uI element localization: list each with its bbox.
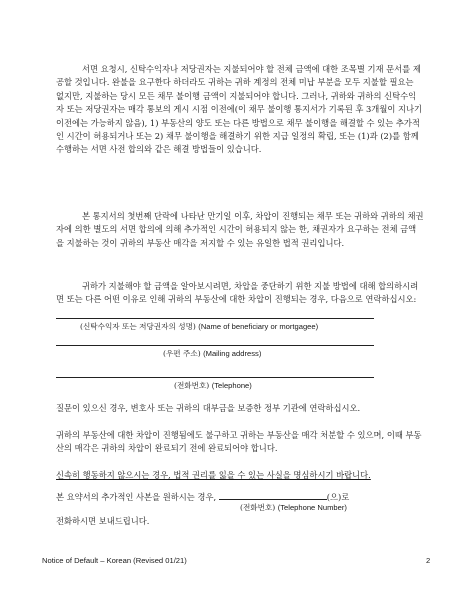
paragraph-contact-instructions: 귀하가 지불해야 할 금액을 알아보시려면, 차압을 중단하기 위한 지불 방법에 대해 합의하시려면 또는 다른 어떤 이유로 인해 귀하의 부동산에 대한 차압이 진행되는 경우, 다음으로 연락하십시오: [56,281,419,305]
notice-act-promptly: 신속히 행동하지 않으시는 경우, 법적 권리를 잃을 수 있는 사실을 명심하시기 바랍니다. [56,470,371,480]
notice-sell-property: 귀하의 부동산에 대한 차압이 진행됨에도 불구하고 귀하는 부동산을 매각 처분할 수 있으며, 이때 부동산의 매각은 귀하의 차압이 완료되기 전에 완료되어야 합니다. [56,430,422,454]
beneficiary-name-line [56,318,374,319]
paragraph-legal-right: 본 통지서의 첫번째 단락에 나타난 만기일 이후, 차압이 진행되는 채무 또는 귀하와 귀하의 채권자에 의한 별도의 서면 합의에 의해 추가적인 시간이 허용되지 않는 한, 채권자가 요구하는 전체 금액을 지불하는 것이 귀하의 부동산 매각을 저지할 수 있는 유일한 법적 권리입니다. [56,211,424,248]
mailing-address-line [56,345,374,346]
closing-line-2: 전화하시면 보내드립니다. [56,516,150,526]
closing-copy-request: 본 요약서의 추가적인 사본을 원하시는 경우, (으)로 [56,492,350,502]
notice-contact-attorney: 질문이 있으신 경우, 변호사 또는 귀하의 대부금을 보증한 정부 기관에 연락하십시오. [56,403,361,413]
telephone-label: (전화번호) (Telephone) [174,381,252,390]
paragraph-itemized-statement: 서면 요청시, 신탁수익자나 저당권자는 지불되어야 할 전체 금액에 대한 조목별 기재 문서를 제공할 것입니다. 완불을 요구한다 하더라도 귀하는 귀하 계정의 전체 미납 부분을 모두 지불할 필요는 없지만, 지불하는 당시 모든 채무 불이행 금액이 지불되어야 합니다. 그러나, 귀하와 귀하의 신탁수익자 또는 저당권자는 매각 통보의 게시 시점 이전에(이 채무 불이행 통지서가 기록된 후 3개월이 지나기 이전에는 가능하지 않음), 1) 부동산의 양도 또는 다른 방법으로 채무 불이행을 해결할 수 있는 추가적인 시간이 허용되거나 또는 2) 채무 불이행을 해결하기 위한 지급 일정의 확립, 또는 (1)과 (2)를 함께 수행하는 서면 사전 합의와 같은 해결 방법들이 있습니다. [56,64,423,155]
telephone-number-label: (전화번호) (Telephone Number) [240,503,347,512]
beneficiary-name-label: (신탁수익자 또는 저당권자의 성명) (Name of beneficiary or mortgagee) [80,322,319,331]
footer-title: Notice of Default – Korean (Revised 01/21) [42,556,187,565]
page-number: 2 [426,556,431,565]
telephone-number-blank [219,490,327,500]
mailing-address-label: (우편 주소) (Mailing address) [163,349,262,358]
telephone-line [56,377,374,378]
